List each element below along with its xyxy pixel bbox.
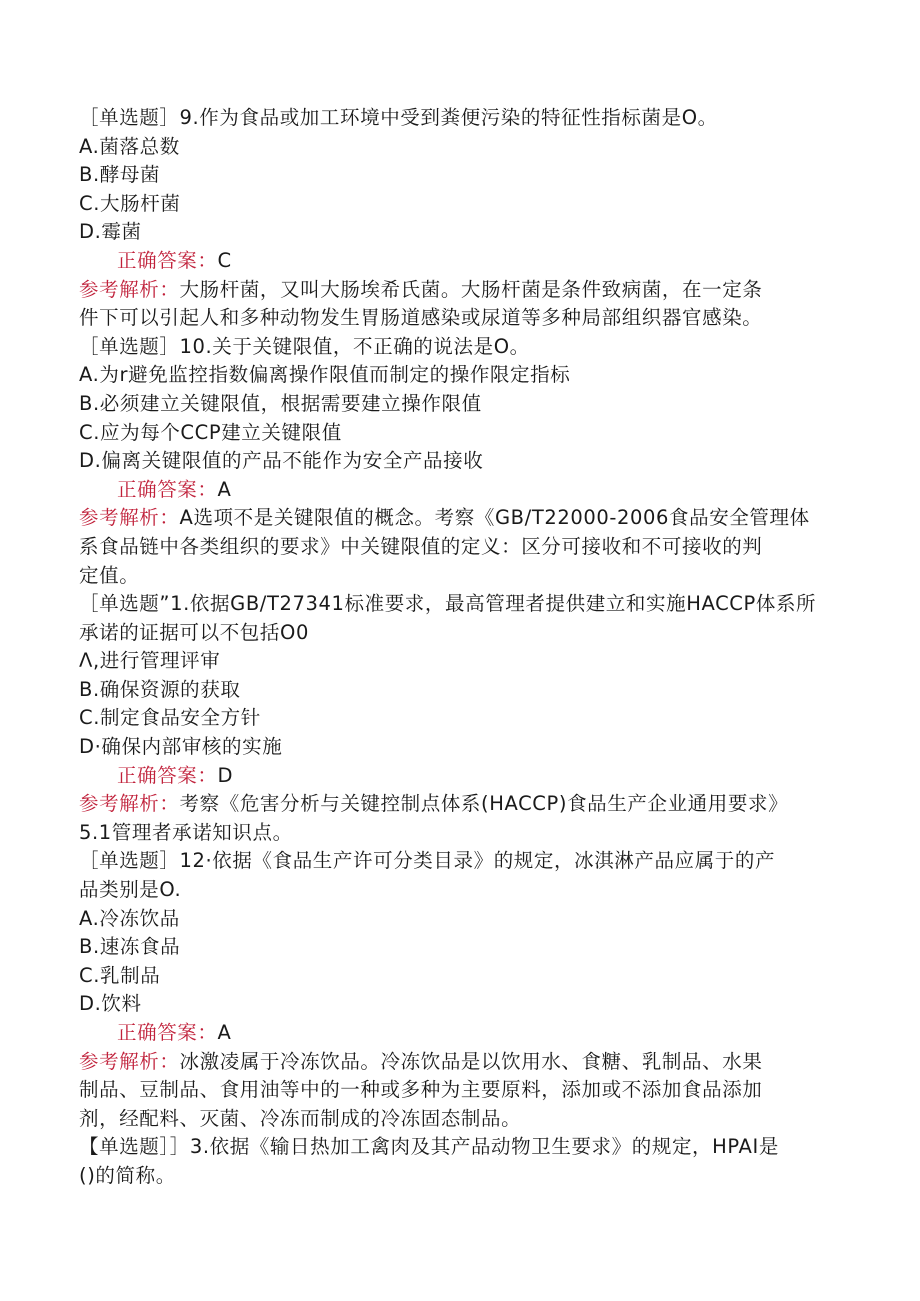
question-block (79, 590, 839, 847)
correct-answer-label: 正确答案： (117, 248, 218, 272)
question-block (79, 104, 839, 333)
question-block (79, 333, 839, 590)
question-stem: ［单选题”1.依据GB/T27341标准要求，最高管理者提供建立和实施HACCP体系所 (79, 592, 817, 616)
answer-option: A.冷冻饮品 (79, 906, 180, 930)
answer-option: D.霉菌 (79, 220, 142, 244)
analysis-label: 参考解析： (79, 792, 180, 816)
analysis-text (79, 1105, 839, 1134)
correct-answer-label: 正确答案： (117, 1021, 218, 1044)
answer-option: B.确保资源的获取 (79, 677, 241, 701)
answer-option: C.制定食品安全方针 (79, 706, 261, 730)
question-stem: 【单选题］］3.依据《输日热加工禽肉及其产品动物卫生要求》的规定，HPAI是 (79, 1135, 779, 1159)
question-stem: ()的简称。 (79, 1163, 176, 1187)
question-stem: ［单选题］12·依据《食品生产许可分类目录》的规定，冰淇淋产品应属于的产 (79, 849, 776, 873)
answer-option: B.酵母菌 (79, 163, 161, 187)
analysis-text (79, 1076, 839, 1105)
answer-option: D.饮料 (79, 992, 142, 1016)
answer-option: C.乳制品 (79, 963, 161, 987)
analysis-label: 参考解析： (79, 506, 180, 530)
analysis-line-text: 大肠杆菌，又叫大肠埃希氏菌。大肠杆菌是条件致病菌，在一定条 (179, 277, 763, 301)
correct-answer (79, 1019, 839, 1048)
analysis-text (79, 790, 839, 819)
answer-option: B.速冻食品 (79, 935, 181, 959)
analysis-line-text: A选项不是关键限值的概念。考察《GB/T22000-2006食品安全管理体 (179, 506, 810, 530)
analysis-label: 参考解析： (79, 1049, 180, 1073)
analysis-text (79, 1048, 839, 1077)
question-stem: 品类别是O. (79, 878, 182, 902)
analysis-text (79, 819, 839, 848)
correct-answer (79, 247, 839, 276)
question-stem: ［单选题］10.关于关键限值，不正确的说法是O。 (79, 334, 530, 358)
analysis-label: 参考解析： (79, 277, 180, 301)
analysis-line-text: 件下可以引起人和多种动物发生胃肠道感染或尿道等多种局部组织器官感染。 (79, 306, 763, 330)
correct-answer-value: A (217, 477, 232, 501)
analysis-line-text: 制品、豆制品、食用油等中的一种或多种为主要原料，添加或不添加食品添加 (79, 1078, 763, 1102)
analysis-line-text: 5.1管理者承诺知识点。 (79, 820, 293, 844)
analysis-line-text: 系食品链中各类组织的要求》中关键限值的定义：区分可接收和不可接收的判 (79, 534, 763, 558)
question-block (79, 1133, 839, 1190)
analysis-text (79, 276, 839, 305)
question-stem: ［单选题］9.作为食品或加工环境中受到粪便污染的特征性指标菌是O。 (79, 106, 718, 129)
correct-answer-label: 正确答案： (117, 477, 218, 501)
answer-option: Λ,进行管理评审 (79, 649, 221, 673)
analysis-text (79, 504, 839, 533)
answer-option: B.必须建立关键限值，根据需要建立操作限值 (79, 391, 482, 415)
analysis-text (79, 304, 839, 333)
analysis-line-text: 考察《危害分析与关键控制点体系(HACCP)食品生产企业通用要求》 (179, 792, 789, 816)
analysis-line-text: 剂，经配料、灭菌、冷冻而制成的冷冻固态制品。 (79, 1106, 522, 1130)
answer-option: A.为r避免监控指数偏离操作限值而制定的操作限定指标 (79, 363, 571, 387)
analysis-line-text: 冰激凌属于冷冻饮品。冷冻饮品是以饮用水、食糖、乳制品、水果 (179, 1049, 763, 1073)
answer-option: C.大肠杆菌 (79, 191, 181, 215)
analysis-text (79, 562, 839, 591)
correct-answer-value: A (217, 1021, 232, 1044)
question-stem: 承诺的证据可以不包括O0 (79, 620, 309, 644)
question-block (79, 847, 839, 1133)
answer-option: A.菌落总数 (79, 134, 180, 158)
correct-answer-value: D (217, 763, 234, 787)
answer-option: C.应为每个CCP建立关键限值 (79, 420, 342, 444)
correct-answer-label: 正确答案： (117, 763, 218, 787)
analysis-line-text: 定值。 (79, 563, 140, 587)
correct-answer (79, 476, 839, 505)
answer-option: D·确保内部审核的实施 (79, 735, 283, 759)
answer-option: D.偏离关键限值的产品不能作为安全产品接收 (79, 449, 484, 473)
question-list (79, 104, 839, 1191)
correct-answer-value: C (217, 248, 232, 272)
analysis-text (79, 533, 839, 562)
correct-answer (79, 762, 839, 791)
